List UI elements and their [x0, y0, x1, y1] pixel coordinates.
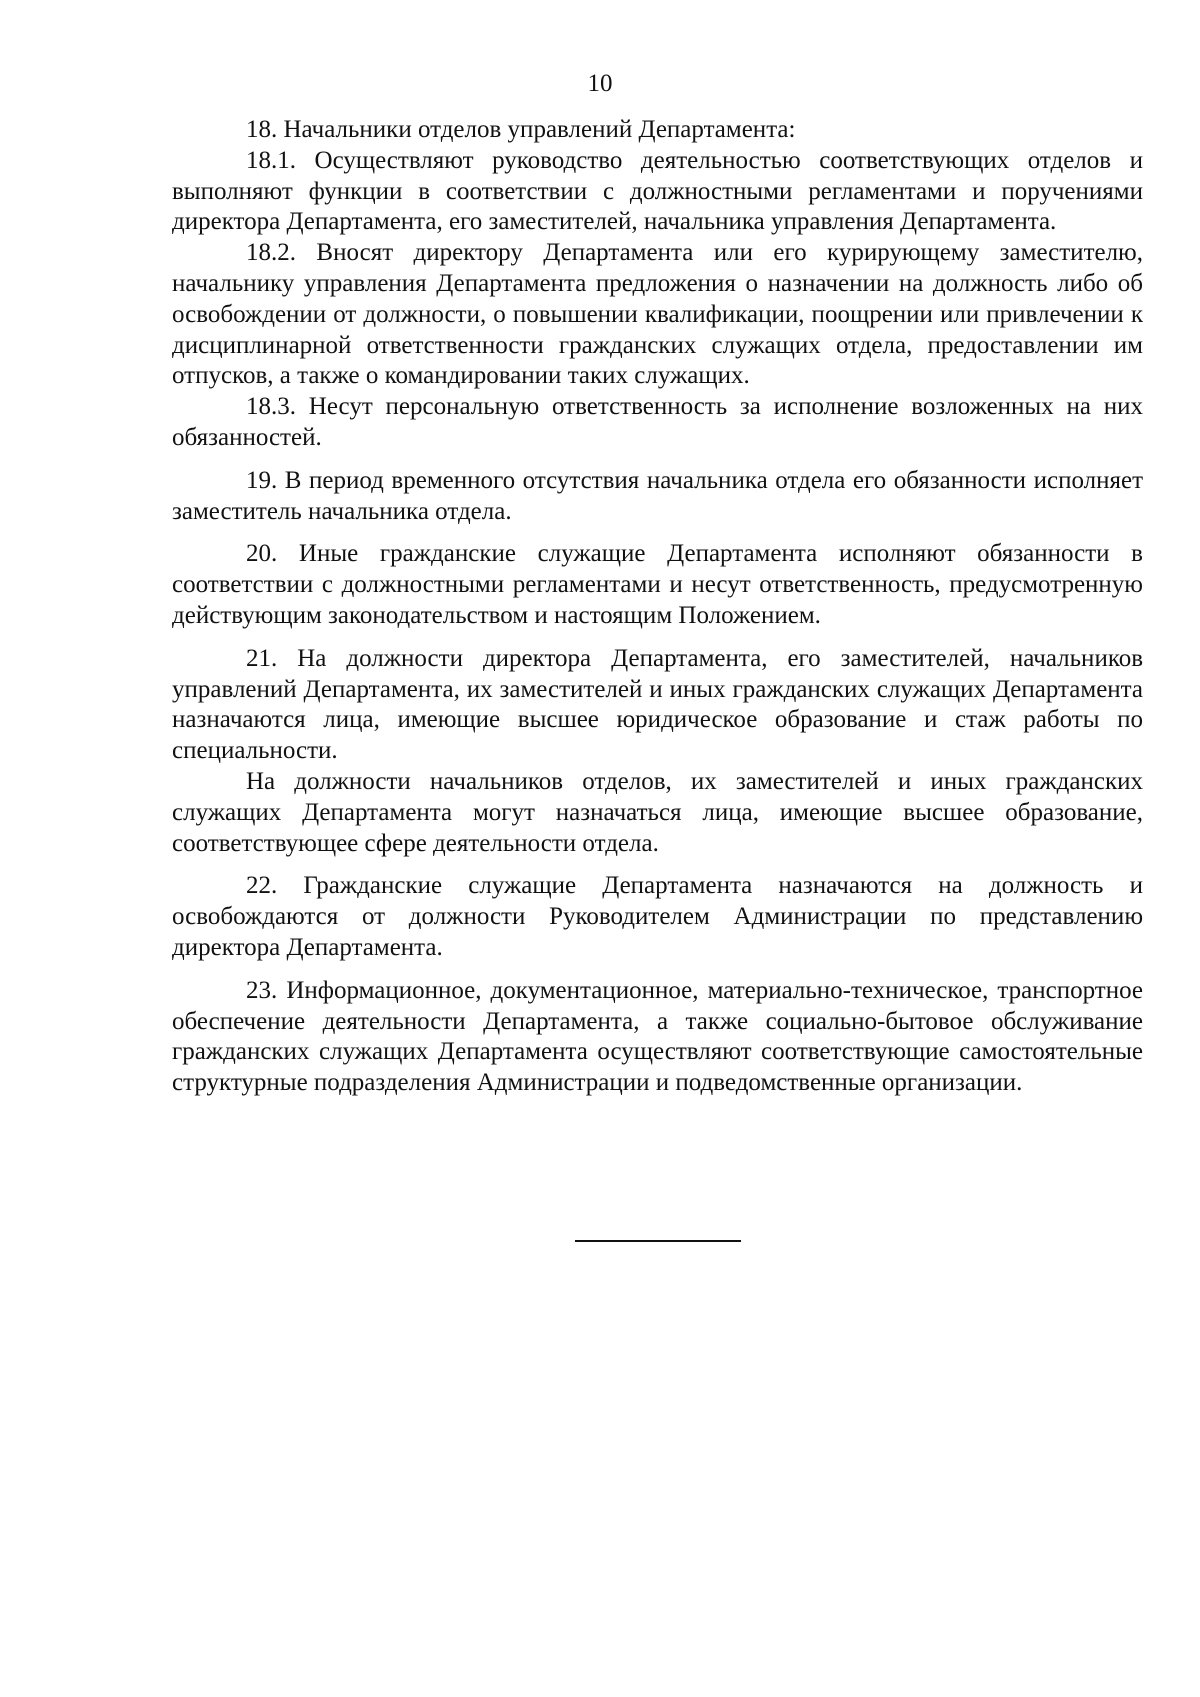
paragraph-21-continued: На должности начальников отделов, их заместителей и иных гражданских служащих Департамента могут назначаться лица, имеющие высшее образование, соответствующее сфере деятельности отдела.	[172, 767, 1143, 857]
paragraph-18-2: 18.2. Вносят директору Департамента или его курирующему заместителю, начальнику управления Департамента предложения о назначении на должность либо об освобождении от должности, о повышении квалификации, поощрении или привлечении к дисциплинарной ответственности гражданских служащих отдела, предоставлении им отпусков, а также о командировании таких служащих.	[172, 239, 1143, 390]
end-of-document-rule	[575, 1240, 741, 1242]
paragraph-18-1: 18.1. Осуществляют руководство деятельностью соответствующих отделов и выполняют функции в соответствии с должностными регламентами и поручениями директора Департамента, его заместителей, начальника управления Департамента.	[172, 146, 1143, 236]
paragraph-18: 18. Начальники отделов управлений Департамента:	[246, 116, 796, 143]
page-number: 10	[587, 70, 613, 97]
paragraph-19: 19. В период временного отсутствия начальника отдела его обязанности исполняет заместитель начальника отдела.	[172, 466, 1143, 525]
paragraph-21: 21. На должности директора Департамента, его заместителей, начальников управлений Департамента, их заместителей и иных гражданских служащих Департамента назначаются лица, имеющие высшее юридическое образование и стаж работы по специальности.	[172, 644, 1143, 765]
paragraph-20: 20. Иные гражданские служащие Департамента исполняют обязанности в соответствии с должностными регламентами и несут ответственность, предусмотренную действующим законодательством и настоящим Положением.	[172, 540, 1143, 629]
paragraph-18-3: 18.3. Несут персональную ответственность за исполнение возложенных на них обязанностей.	[172, 393, 1143, 451]
document-body	[172, 115, 1143, 1099]
paragraph-22: 22. Гражданские служащие Департамента назначаются на должность и освобождаются от должности Руководителем Администрации по представлению директора Департамента.	[172, 872, 1143, 961]
paragraph-23: 23. Информационное, документационное, материально-техническое, транспортное обеспечение деятельности Департамента, а также социально-бытовое обслуживание гражданских служащих Департамента осуществляют соответствующие самостоятельные структурные подразделения Администрации и подведомственные организации.	[172, 976, 1143, 1097]
